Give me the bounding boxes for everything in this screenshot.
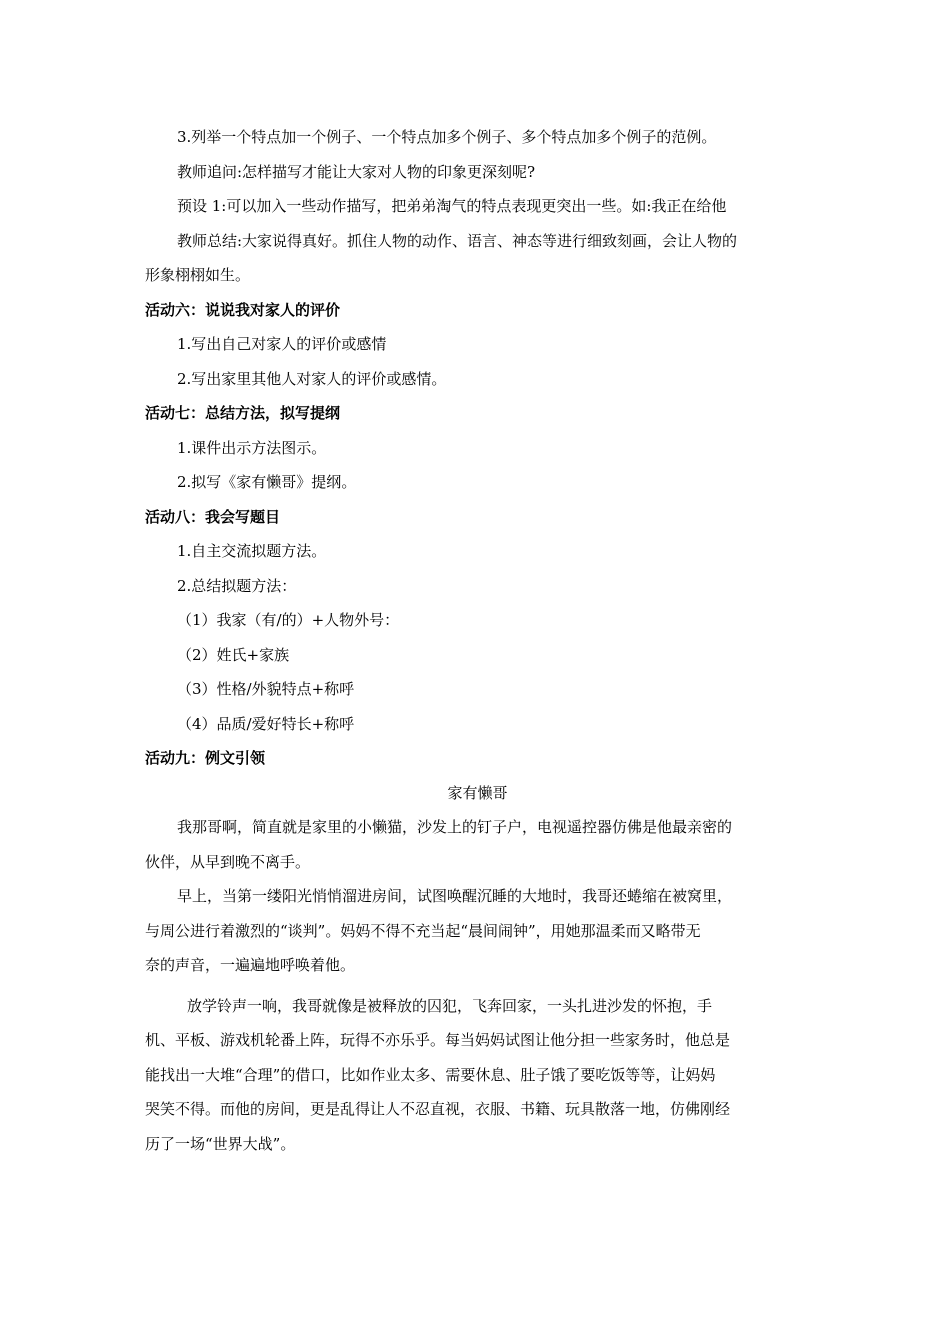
sub-list-item: （3）性格/外貌特点+称呼: [177, 680, 355, 698]
text-line: 教师总结:大家说得真好。抓住人物的动作、语言、神态等进行细致刻画，会让人物的: [177, 231, 738, 250]
essay-line: 伙伴，从早到晚不离手。: [145, 852, 311, 871]
essay-line: 机、平板、游戏机轮番上阵，玩得不亦乐乎。每当妈妈试图让他分担一些家务时，他总是: [145, 1031, 731, 1049]
essay-line: 能找出一大堆“合理”的借口，比如作业太多、需要休息、肚子饿了要吃饭等等，让妈妈: [145, 1065, 716, 1084]
sub-list-item: （1）我家（有/的）+人物外号：: [177, 611, 400, 629]
text-line: 教师追问:怎样描写才能让大家对人物的印象更深刻呢?: [177, 162, 536, 181]
list-item: 1.自主交流拟题方法。: [177, 542, 327, 560]
list-item: 2.总结拟题方法：: [177, 576, 297, 595]
activity-heading: 活动八：我会写题目: [145, 507, 281, 526]
sub-list-item: （4）品质/爱好特长+称呼: [177, 714, 355, 733]
activity-heading: 活动六：说说我对家人的评价: [145, 300, 341, 319]
essay-line: 我那哥啊，简直就是家里的小懒猫，沙发上的钉子户，电视遥控器仿佛是他最亲密的: [177, 818, 733, 836]
essay-line: 与周公进行着激烈的“谈判”。妈妈不得不充当起“晨间闹钟”，用她那温柔而又略带无: [145, 921, 701, 940]
essay-line: 奈的声音，一遍遍地呼唤着他。: [145, 956, 356, 974]
activity-heading: 活动九：例文引领: [145, 749, 266, 767]
list-item: 2.拟写《家有懒哥》提纲。: [177, 473, 357, 491]
essay-line: 早上，当第一缕阳光悄悄溜进房间，试图唤醒沉睡的大地时，我哥还蜷缩在被窝里，: [177, 887, 733, 905]
essay-line: 哭笑不得。而他的房间，更是乱得让人不忍直视，衣服、书籍、玩具散落一地，仿佛刚经: [145, 1100, 731, 1118]
essay-line: 历了一场“世界大战”。: [145, 1134, 296, 1153]
document-page: [145, 120, 810, 1161]
text-line: 3.列举一个特点加一个例子、一个特点加多个例子、多个特点加多个例子的范例。: [177, 128, 717, 146]
list-item: 1.写出自己对家人的评价或感情: [177, 335, 387, 353]
list-item: 2.写出家里其他人对家人的评价或感情。: [177, 369, 447, 388]
text-line: 预设 1:可以加入一些动作描写，把弟弟淘气的特点表现更突出一些。如:我正在给他: [177, 197, 727, 215]
text-line: 形象栩栩如生。: [145, 266, 251, 284]
sub-list-item: （2）姓氏+家族: [177, 645, 290, 664]
essay-line: 放学铃声一响，我哥就像是被释放的囚犯，飞奔回家，一头扎进沙发的怀抱，手: [187, 996, 713, 1015]
essay-title: 家有懒哥: [447, 783, 508, 802]
list-item: 1.课件出示方法图示。: [177, 438, 327, 457]
activity-heading: 活动七：总结方法，拟写提纲: [145, 404, 341, 422]
